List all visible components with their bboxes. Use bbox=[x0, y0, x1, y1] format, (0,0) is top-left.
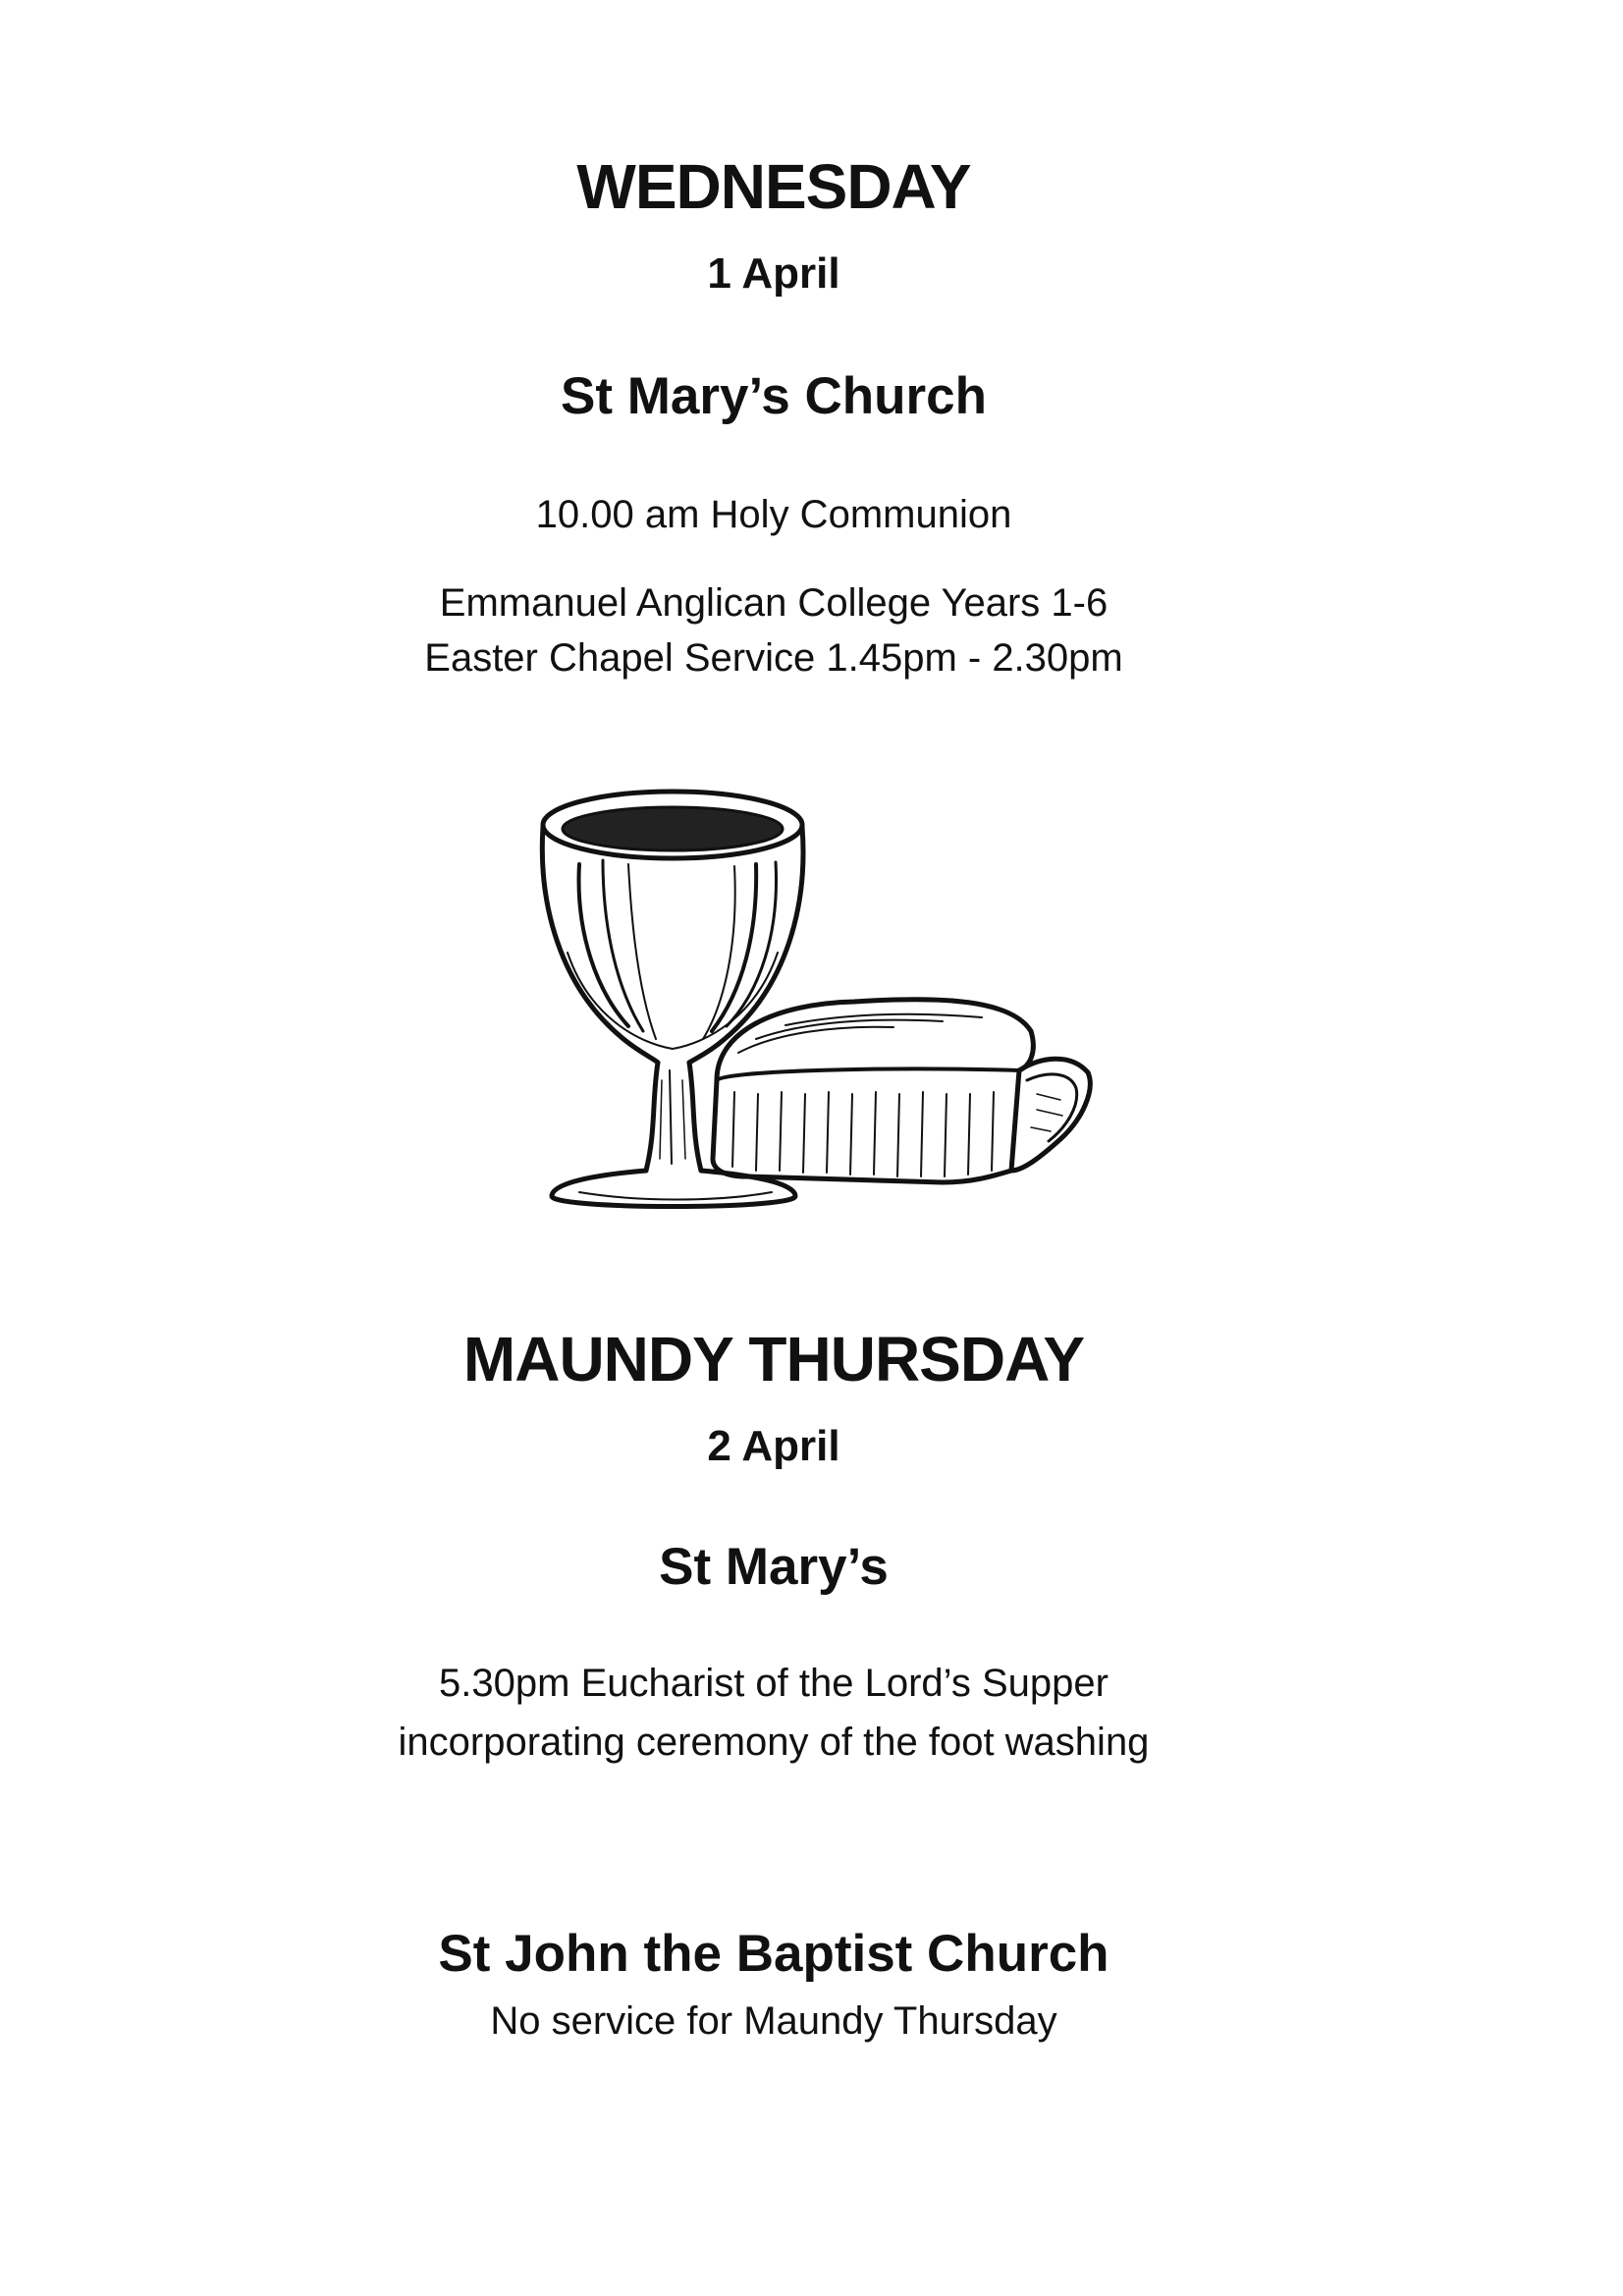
wednesday-heading: WEDNESDAY bbox=[576, 151, 971, 222]
maundy-thursday-service-line-1: 5.30pm Eucharist of the Lord’s Supper bbox=[439, 1662, 1109, 1705]
wednesday-date: 1 April bbox=[707, 249, 840, 298]
chalice-and-bread-icon bbox=[481, 786, 1109, 1218]
maundy-thursday-venue: St Mary’s bbox=[659, 1538, 889, 1596]
st-john-note: No service for Maundy Thursday bbox=[490, 1999, 1057, 2043]
wednesday-venue: St Mary’s Church bbox=[561, 367, 987, 425]
maundy-thursday-date: 2 April bbox=[707, 1422, 840, 1470]
maundy-thursday-heading: MAUNDY THURSDAY bbox=[462, 1324, 1085, 1394]
st-john-venue: St John the Baptist Church bbox=[438, 1925, 1109, 1983]
maundy-thursday-service-line-2: incorporating ceremony of the foot washing bbox=[398, 1721, 1150, 1764]
wednesday-service-college-line-1: Emmanuel Anglican College Years 1-6 bbox=[439, 581, 1109, 625]
wednesday-service-college-line-2: Easter Chapel Service 1.45pm - 2.30pm bbox=[424, 636, 1123, 680]
wednesday-service-holy-communion: 10.00 am Holy Communion bbox=[535, 493, 1012, 536]
